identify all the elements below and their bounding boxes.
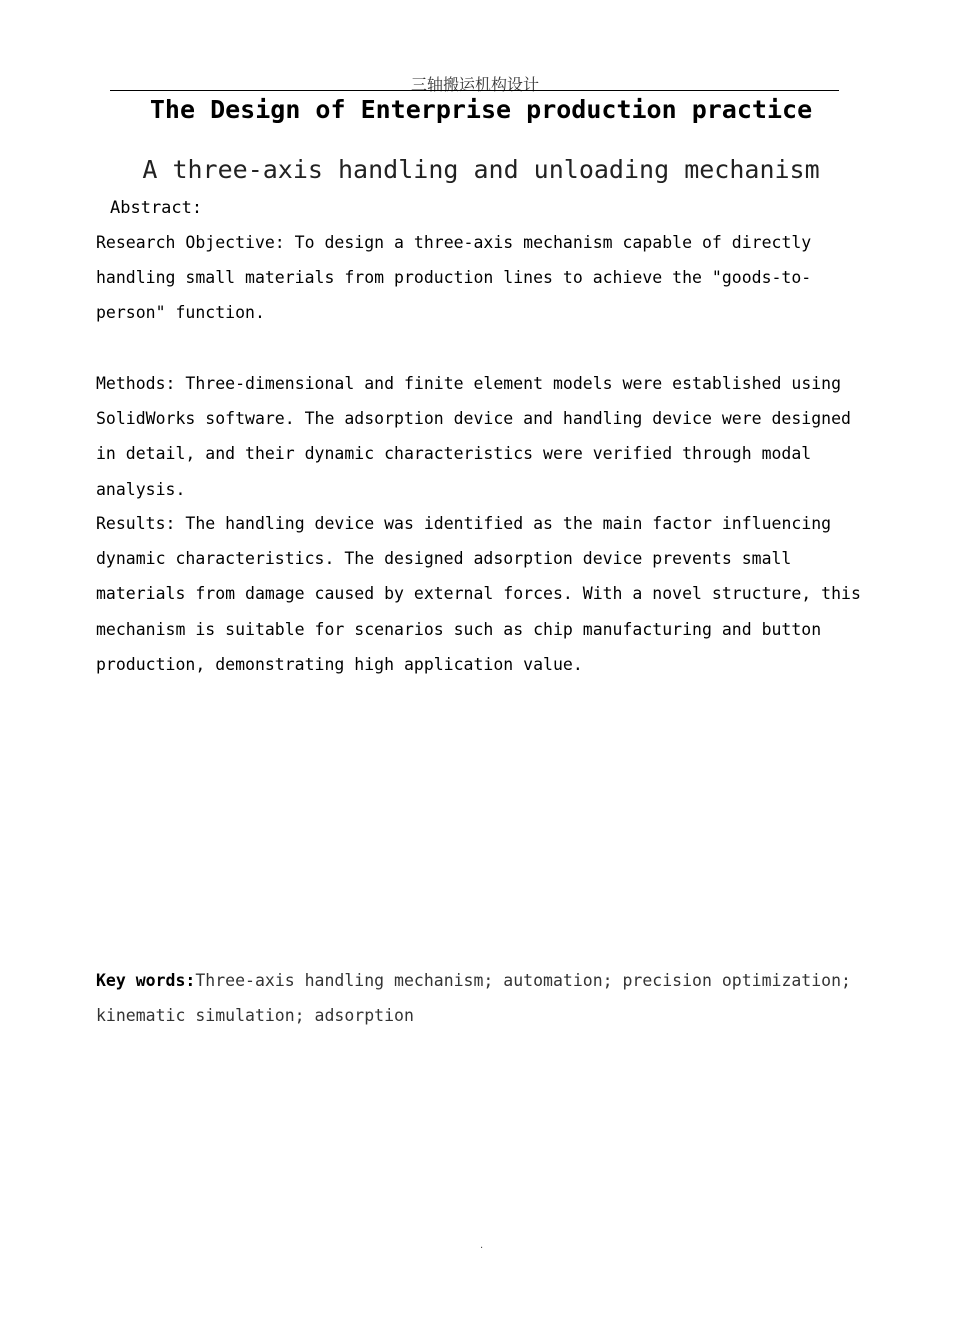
paragraph-label: Research Objective: [96, 233, 285, 252]
abstract-paragraph-objective [96, 225, 876, 331]
abstract-label: Abstract: [110, 198, 203, 218]
keywords-label: Key words: [96, 971, 196, 990]
page-marker: . [480, 1240, 484, 1251]
paragraph-label: Methods: [96, 374, 176, 393]
document-title: The Design of Enterprise production practice [149, 95, 813, 124]
keywords-paragraph [96, 963, 876, 1033]
abstract-paragraph-results [96, 506, 876, 682]
paragraph-text: The handling device was identified as the main factor influencing dynamic characteristics. The designed adsorption device prevents small materials from damage caused by external forces. With a novel structure, this mechanism is suitable for scenarios such as chip manufacturing and button production, demonstrating high application value. [96, 514, 861, 674]
paragraph-label: Results: [96, 514, 176, 533]
keywords-text: Three-axis handling mechanism; automation; precision optimization; kinematic simulation; adsorption [96, 971, 851, 1025]
paragraph-text: To design a three-axis mechanism capable of directly handling small materials from production lines to achieve the "goods-to-person" function. [96, 233, 812, 323]
document-subtitle: A three-axis handling and unloading mechanism [142, 155, 820, 184]
paragraph-text: Three-dimensional and finite element models were established using SolidWorks software. The adsorption device and handling device were designed in detail, and their dynamic characteristics were verified through modal analysis. [96, 374, 851, 499]
abstract-paragraph-methods [96, 366, 876, 507]
running-header: 三轴搬运机构设计 [410, 75, 539, 94]
header-rule [110, 90, 839, 91]
